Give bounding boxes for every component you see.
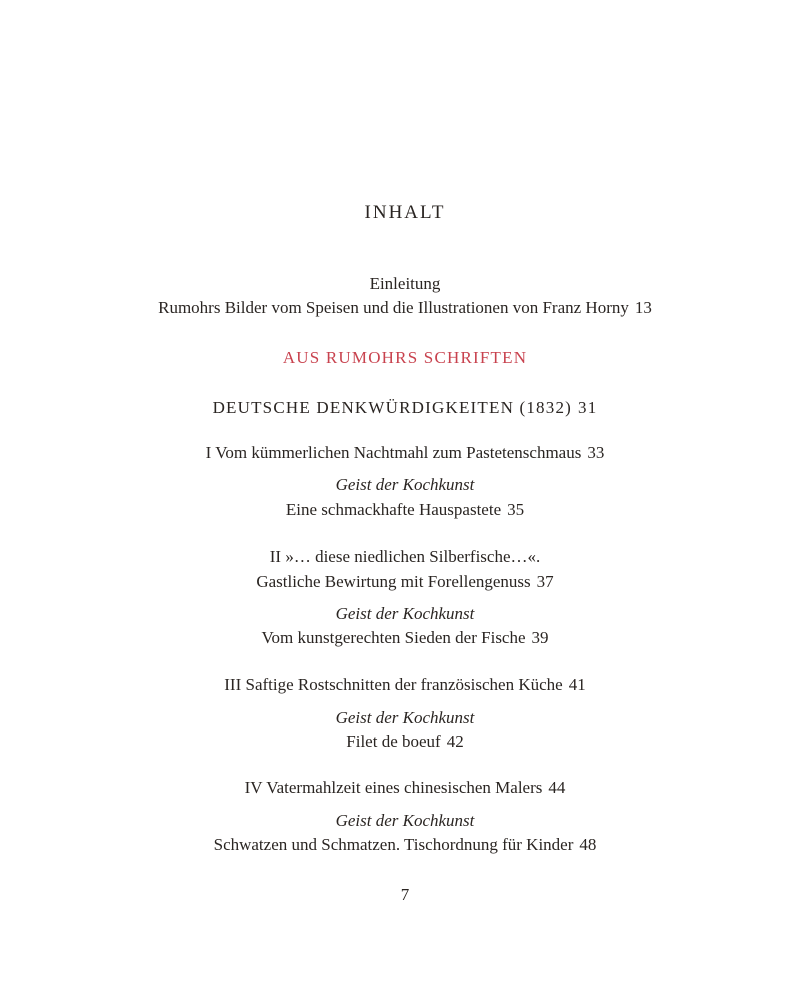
chapter-title: Vatermahlzeit eines chinesischen Malers xyxy=(266,778,543,797)
page-number: 7 xyxy=(400,885,410,904)
toc-heading: INHALT xyxy=(364,202,446,223)
intro-title: Rumohrs Bilder vom Speisen und die Illustrationen von Franz Horny xyxy=(158,298,629,317)
chapter-title: Saftige Rostschnitten der französischen Küche xyxy=(245,675,563,694)
chapter-sub-label: Geist der Kochkunst xyxy=(335,475,475,494)
intro-page: 13 xyxy=(634,298,652,317)
chapter-entry-continued xyxy=(0,571,810,593)
chapter-sub-page: 42 xyxy=(446,732,464,751)
chapter-sub-entry xyxy=(0,731,810,753)
chapter-page: 44 xyxy=(548,778,566,797)
chapter-sub-label: Geist der Kochkunst xyxy=(335,604,475,623)
chapter-sub-entry xyxy=(0,627,810,649)
chapter-sub-page: 35 xyxy=(507,500,525,519)
chapter-page: 33 xyxy=(587,443,605,462)
section-heading: AUS RUMOHRS SCHRIFTEN xyxy=(282,348,528,367)
chapter-sub-page: 48 xyxy=(579,835,597,854)
subsection-page: 31 xyxy=(578,398,598,417)
chapter-title-line1: »… diese niedlichen Silberfische…«. xyxy=(285,547,541,566)
chapter-numeral: II xyxy=(269,547,282,566)
chapter-sub-page: 39 xyxy=(531,628,549,647)
chapter-sub-title: Eine schmackhafte Hauspastete xyxy=(285,500,502,519)
chapter-sub-label: Geist der Kochkunst xyxy=(335,708,475,727)
chapter-sub-entry xyxy=(0,499,810,521)
chapter-numeral: I xyxy=(205,443,212,462)
chapter-sub-title: Schwatzen und Schmatzen. Tischordnung für Kinder xyxy=(213,835,574,854)
chapter-page: 37 xyxy=(536,572,554,591)
chapter-entry xyxy=(0,777,810,799)
chapter-entry xyxy=(0,546,810,568)
chapter-entry xyxy=(0,442,810,464)
chapter-title-line2: Gastliche Bewirtung mit Forellengenuss xyxy=(256,572,531,591)
subsection-entry xyxy=(0,397,810,419)
chapter-entry xyxy=(0,674,810,696)
intro-entry xyxy=(0,297,810,319)
intro-label: Einleitung xyxy=(369,274,441,293)
chapter-sub-label: Geist der Kochkunst xyxy=(335,811,475,830)
chapter-title: Vom kümmerlichen Nachtmahl zum Pastetenschmaus xyxy=(215,443,582,462)
chapter-sub-entry xyxy=(0,834,810,856)
chapter-sub-title: Vom kunstgerechten Sieden der Fische xyxy=(261,628,526,647)
subsection-title: DEUTSCHE DENKWÜRDIGKEITEN (1832) xyxy=(212,398,573,417)
chapter-numeral: IV xyxy=(244,778,263,797)
chapter-page: 41 xyxy=(568,675,586,694)
chapter-numeral: III xyxy=(224,675,242,694)
chapter-sub-title: Filet de boeuf xyxy=(346,732,441,751)
